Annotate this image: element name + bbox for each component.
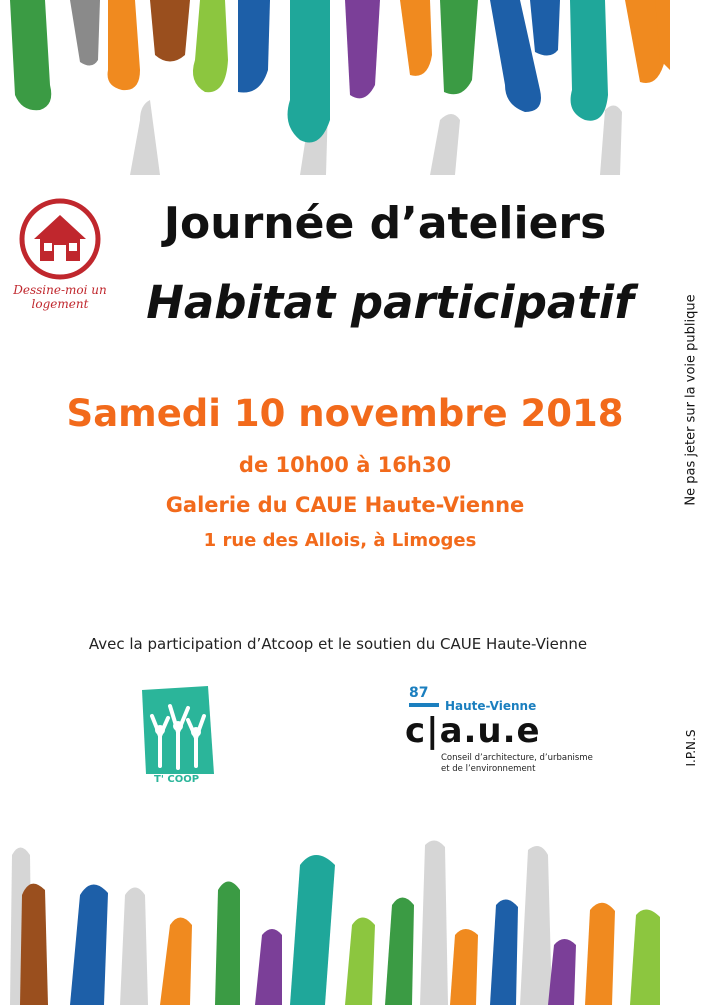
page-title-line1: Journée d’ateliers xyxy=(163,198,607,249)
caue-bar xyxy=(409,703,439,707)
ipns-text: I.P.N.S xyxy=(684,729,698,767)
page-title-line2: Habitat participatif xyxy=(146,276,634,329)
ipns-notice xyxy=(680,718,702,778)
participation-text: Avec la participation d’Atcoop et le soutien du CAUE Haute-Vienne xyxy=(88,635,588,653)
atcoop-logo-text: T' COOP xyxy=(154,774,200,785)
caue-description: Conseil d’architecture, d’urbanisme et de l’environnement xyxy=(441,753,593,774)
caue-logo xyxy=(405,685,595,785)
side-notice-text: Ne pas jeter sur la voie publique xyxy=(683,294,699,506)
event-time: de 10h00 à 16h30 xyxy=(238,453,452,477)
side-notice xyxy=(680,270,702,530)
top-hands-illustration xyxy=(0,0,670,175)
event-date: Samedi 10 novembre 2018 xyxy=(66,392,624,435)
dessine-logo-text: Dessine-moi un logement xyxy=(13,283,107,311)
event-venue: Galerie du CAUE Haute-Vienne xyxy=(165,493,525,517)
caue-number: 87 xyxy=(409,685,429,701)
bottom-hands-illustration xyxy=(0,835,670,1005)
caue-name: c|a.u.e xyxy=(405,711,541,751)
caue-region: Haute-Vienne xyxy=(445,699,537,713)
atcoop-logo xyxy=(138,686,218,794)
event-address: 1 rue des Allois, à Limoges xyxy=(203,530,477,551)
raised-arms-people-icon xyxy=(138,686,218,778)
